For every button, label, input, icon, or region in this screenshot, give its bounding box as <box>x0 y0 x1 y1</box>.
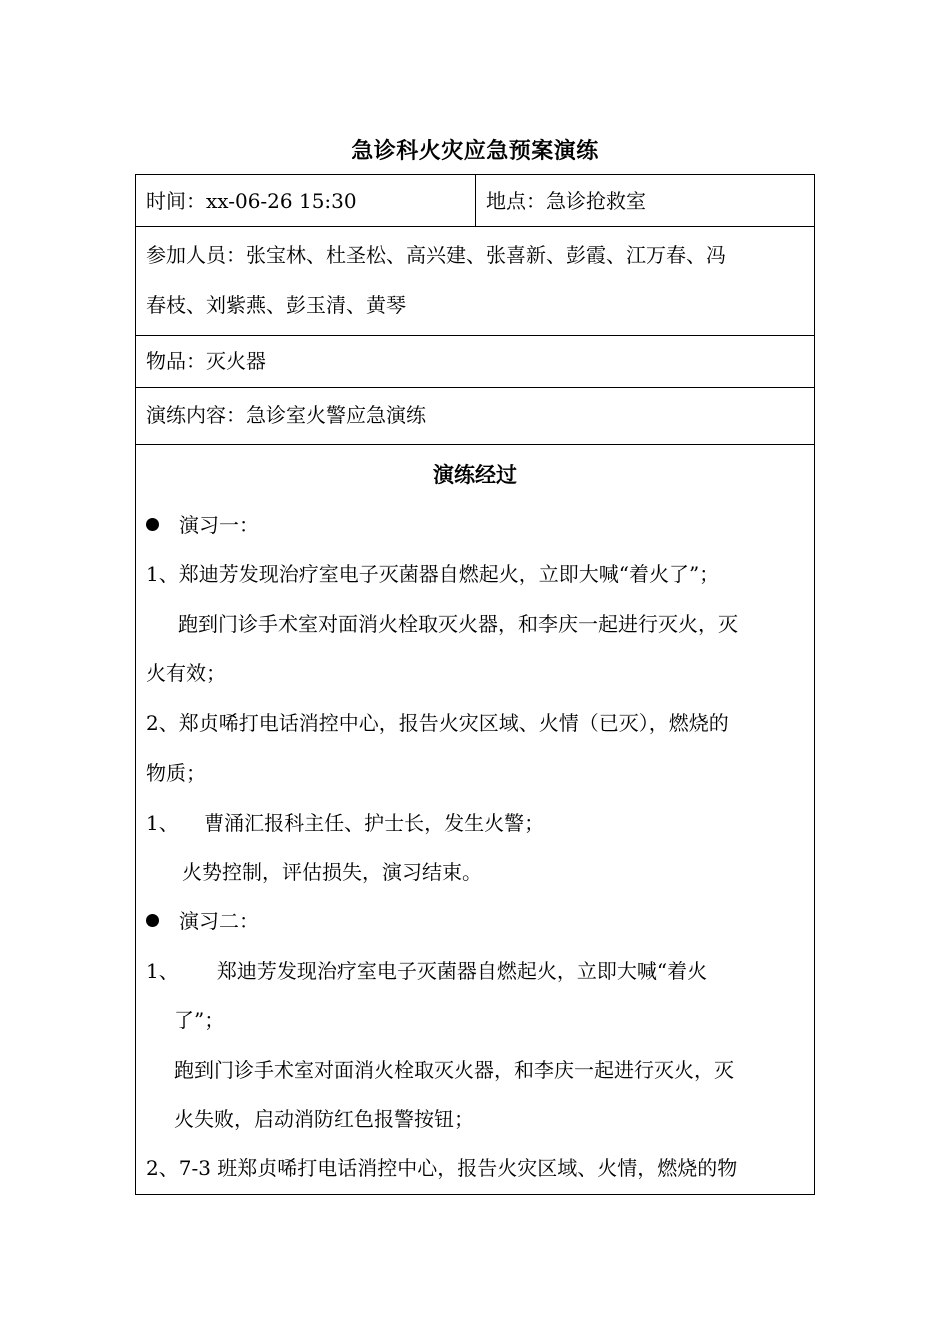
drill-1-line: 跑到门诊手术室对面消火栓取灭火器，和李庆一起进行灭火，灭 <box>178 612 738 636</box>
place-cell: 地点：急诊抢救室 <box>486 189 646 213</box>
bullet-icon <box>146 914 159 927</box>
page-title: 急诊科火灾应急预案演练 <box>351 138 599 164</box>
section-title: 演练经过 <box>433 462 517 487</box>
time-place-row <box>136 175 814 227</box>
drill-2-line: 1、 郑迪芳发现治疗室电子灭菌器自燃起火，立即大喊“着火 <box>146 959 708 983</box>
drill-2-line: 跑到门诊手术室对面消火栓取灭火器，和李庆一起进行灭火，灭 <box>174 1058 734 1082</box>
content-row: 演练内容：急诊室火警应急演练 <box>136 388 814 445</box>
bullet-icon <box>146 518 159 531</box>
drill-1-line: 1、郑迪芳发现治疗室电子灭菌器自燃起火，立即大喊“着火了”； <box>146 562 720 586</box>
participants-row <box>136 227 814 336</box>
participants-line-1: 参加人员：张宝林、杜圣松、高兴建、张喜新、彭霞、江万春、冯 <box>146 243 726 267</box>
drill-1-line: 1、 曹涌汇报科主任、护士长，发生火警； <box>146 811 545 835</box>
items-row: 物品：灭火器 <box>136 336 814 388</box>
drill-process-section <box>136 445 814 1194</box>
time-cell: 时间：xx-06-26 15:30 <box>136 175 476 226</box>
drill-1-heading: 演习一： <box>146 509 259 538</box>
drill-record-form <box>135 174 815 1195</box>
drill-2-line: 了”； <box>174 1008 225 1032</box>
drill-1-line: 物质； <box>146 761 206 785</box>
drill-1-line: 2、郑贞唏打电话消控中心，报告火灾区域、火情（已灭），燃烧的 <box>146 711 729 735</box>
drill-2-heading: 演习二： <box>146 905 259 934</box>
drill-1-line: 火有效； <box>146 661 226 685</box>
drill-1-line: 火势控制，评估损失，演习结束。 <box>182 860 482 884</box>
drill-2-line: 火失败，启动消防红色报警按钮； <box>174 1107 474 1131</box>
drill-2-line: 2、7-3 班郑贞唏打电话消控中心，报告火灾区域、火情，燃烧的物 <box>146 1156 738 1180</box>
participants-line-2: 春枝、刘紫燕、彭玉清、黄琴 <box>146 293 406 317</box>
